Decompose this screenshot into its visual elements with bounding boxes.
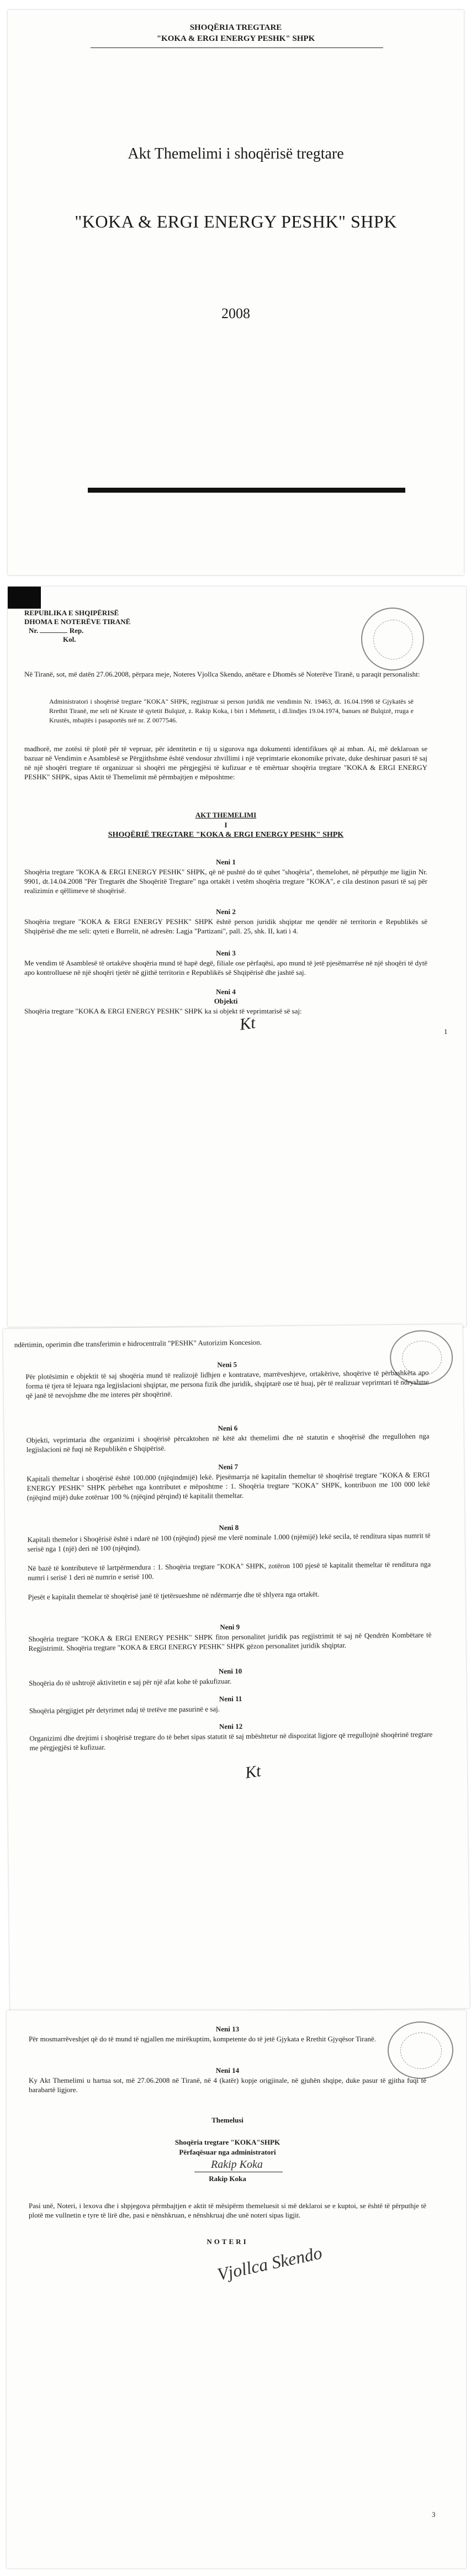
article-10-heading: Neni 10	[218, 1666, 242, 1676]
republic-heading: REPUBLIKA E SHQIPËRISË	[24, 609, 119, 617]
handwritten-initials: Kt	[244, 1761, 262, 1782]
objekti-heading: Objekti	[214, 997, 238, 1005]
cover-year: 2008	[221, 305, 250, 321]
header-line-1: SHOQËRIA TREGTARE	[189, 23, 282, 32]
cover-title-line-2: "KOKA & ERGI ENERGY PESHK" SHPK	[75, 212, 397, 231]
article-14-text: Ky Akt Themelimi u hartua sot, më 27.06.2008 në Tiranë, në 4 (katër) kopje origjinale, në gjuhën shqipe, duke pasur të gjitha fuqi të barabartë ligjore.	[29, 2076, 426, 2094]
signatory-company: Shoqëria tregtare "KOKA"SHPK	[174, 2138, 281, 2146]
article-1-heading: Neni 1	[216, 858, 236, 866]
cover-footer-rule	[88, 488, 405, 493]
notary-seal	[361, 608, 424, 671]
cover-header	[8, 22, 464, 44]
article-7-heading: Neni 7	[218, 1462, 239, 1471]
intro-paragraph: Në Tiranë, sot, më datën 27.06.2008, përpara meje, Noteres Vjollca Skendo, anëtare e Dhomës së Noterëve Tiranë, u paraqit personalisht:	[24, 670, 420, 678]
article-13-text: Për mosmarrëveshjet që do të mund të ngjallen me mirëkuptim, kompetente do të jetë Gjykata e Rrethit Gjyqësor Tiranë.	[29, 2035, 376, 2043]
founder-heading: Themelusi	[211, 2116, 244, 2124]
article-5-heading: Neni 5	[217, 1360, 237, 1369]
article-11-heading: Neni 11	[219, 1694, 242, 1703]
signatory-role: Përfaqësuar nga administratori	[179, 2148, 276, 2156]
nr-label: Nr.	[29, 626, 39, 635]
page-number: 3	[432, 2510, 436, 2519]
article-4-heading: Neni 4	[216, 988, 236, 996]
article-3-text: Me vendim të Asamblesë të ortakëve shoqëria mund të hapë degë, filiale ose përfaqësi, apo mund të jetë pjesëmarrëse në një shoqëri të dytë apo kontrolluese në një shoqëri tjetër në gjithë territorin e Republikës së Shqipërisë dhe jashtë saj.	[24, 959, 427, 976]
rep-label: Rep.	[69, 626, 84, 635]
company-heading: SHOQËRIË TREGTARE "KOKA & ERGI ENERGY PESHK" SHPK	[108, 831, 344, 839]
article-4-text: Shoqëria tregtare "KOKA & ERGI ENERGY PESHK" SHPK ka si objekt të veprimtarisë së saj:	[24, 1007, 302, 1015]
article-5-text: Për plotësimin e objektit të saj shoqëria mund të realizojë lidhjen e kontratave, marrëveshjeve, ortakërive, shoqërive të përbashkëta apo forma të tjera të lejuara nga legjislacioni shqiptar, me persona fizik dhe juridik, shqiptarë ose të huaj, për të realizuar veprimtari të ndryshme që janë të nevojshme dhe me interes për shoqërinë.	[25, 1368, 429, 1400]
chamber-heading: DHOMA E NOTERËVE TIRANË	[24, 617, 131, 626]
header-line-2: "KOKA & ERGI ENERGY PESHK" SHPK	[156, 34, 315, 43]
founder-signature: Rakip Koka	[211, 2158, 263, 2171]
kol-label: Kol.	[63, 635, 76, 643]
page-cover	[8, 10, 464, 575]
article-13-heading: Neni 13	[215, 2025, 240, 2033]
scan-dark-corner	[8, 587, 41, 609]
akt-heading: AKT THEMELIMI	[195, 811, 257, 819]
article-1-text: Shoqëria tregtare "KOKA & ERGI ENERGY PESHK" SHPK, që në pushtë do të quhet "shoqëria", themelohet, në përputhje me ligjin Nr. 9901, dt.14.04.2008 "Për Tregtarët dhe Shoqëritë Tregtare" nga ortakët i vetëm shoqëria tregtare "KOKA", e cila destinon pasuri të saj për realizimin e qëllimeve të shoqërisë.	[24, 868, 427, 895]
article-6-text: Objekti, veprimtaria dhe organizimi i shoqërisë përcaktohen në këtë akt themelimi dhe në statutin e shoqërisë dhe rregullohen nga legjislacioni në fuqi në Republikën e Shqipërisë.	[26, 1432, 430, 1454]
page-2	[3, 1324, 470, 2013]
article-9-text: Shoqëria tregtare "KOKA & ERGI ENERGY PESHK" SHPK fiton personalitet juridik pas regjistrimit të saj në Qendrën Kombëtare të Regjistrimit. Shoqëria tregtare "KOKA & ERGI ENERGY PESHK" SHPK gëzon personalitet juridik shqiptar.	[28, 1630, 432, 1653]
article-8-text-b: Në bazë të kontributeve të lartpërmendura : 1. Shoqëria tregtare "KOKA" SHPK, zotëron 100 pjesë të kapitalit themeltar të renditura nga numri i serisë 1 deri në numrin e serisë 100.	[27, 1560, 431, 1582]
roman-numeral: I	[224, 821, 227, 829]
article-3-heading: Neni 3	[216, 949, 236, 957]
notary-signature: Vjollca Skendo	[215, 2242, 324, 2284]
article-8-text-c: Pjesët e kapitalit themelar të shoqërisë janë të tjetërsueshme në ndërmarrje dhe të shlyera nga ortakët.	[28, 1590, 320, 1601]
object-continuation: ndërtimin, operimin dhe transferimin e hidrocentralit "PESHK" Autorizim Koncesion.	[14, 1338, 262, 1349]
article-8-text-a: Kapitali themelor i Shoqërisë është i ndarë në 100 (njëqind) pjesë me vlerë nominale 1.000 (njëmijë) lekë secila, të renditura sipas numrit të serisë nga 1 (një) deri në 100 (njëqind).	[27, 1531, 431, 1553]
body-paragraph: madhorë, me zotësi të plotë për të vepruar, për identitetin e tij u sigurova nga dokumenti identifikues që ai mban. Ai, më deklaroan se bazuar në Vendimin e Asamblesë se Përgjithshme është vendosur zhvillimi i një veprimtarie ekonomike private, duke deshiruar pasuri të saj në një shoqëri tregtare të organizuar si shoqëri me përgjegjësi të kufizuar e të emërtuar shoqëria tregtare "KOKA & ERGI ENERGY PESHK" SHPK, sipas Aktit të Themelimit më përmbajtjen e mëposhtme:	[24, 745, 427, 781]
signatory-name: Rakip Koka	[209, 2174, 246, 2183]
notary-heading: NOTERI	[207, 2237, 248, 2246]
nr-field	[40, 632, 67, 633]
cover-title-line-1: Akt Themelimi i shoqërisë tregtare	[128, 145, 344, 162]
article-9-heading: Neni 9	[220, 1622, 240, 1632]
article-8-heading: Neni 8	[219, 1523, 239, 1532]
article-10-text: Shoqëria do të ushtrojë aktivitetin e saj për një afat kohe të pakufizuar.	[29, 1677, 232, 1687]
page-3	[7, 2010, 466, 2568]
article-14-heading: Neni 14	[215, 2066, 240, 2074]
page-number: 1	[444, 1027, 448, 1036]
party-paragraph: Administratori i shoqërisë tregtare "KOKA" SHPK, regjistruar si person juridik me vendimin Nr. 19463, dt. 16.04.1998 të Gjykatës së Rrethit Tiranë, me seli në Kruste të qytetit Bulqizë, z. Rakip Koka, i biri i Mehmetit, i dl.lindjes 19.04.1974, banues në Bulqizë, rruga e Krustës, mbajtës i pasaportës nrë nr. Z 0077546.	[49, 698, 414, 724]
article-12-text: Organizimi dhe drejtimi i shoqërisë tregtare do të behet sipas statutit të saj mbështetur në dispozitat ligjore që rregullojnë shoqërinë tregtare me përgjegjësi të kufizuar.	[29, 1730, 433, 1752]
notary-header	[24, 609, 190, 644]
page-1	[8, 587, 466, 1327]
header-rule	[91, 47, 383, 48]
notary-closing: Pasi unë, Noteri, i lexova dhe i shpjegova përmbajtjen e aktit të mësipërm themeluesit si më deklaroi se e kuptoi, se është të përputhje të plotë me vullnetin e tyre të lirë dhe, pasi e nënshkruan, e nënshkruaj dhe unë noteri sipas ligjit.	[29, 2202, 426, 2219]
article-7-text: Kapitali themeltar i shoqërisë është 100.000 (njëqindmijë) lekë. Pjesëmarrja në kapitalin themeltar të shoqërisë tregtare "KOKA & ERGI ENERGY PESHK" SHPK përbëhet nga kontributet e mëposhtme : 1. Shoqëria tregtare "KOKA" SHPK, kontribuon me 100 000 lekë (njëqind mijë) duke zotëruar 100 % (njëqind përqind) të kapitalit themeltar.	[27, 1470, 430, 1502]
handwritten-initials: Kt	[238, 1013, 257, 1034]
article-2-heading: Neni 2	[216, 907, 236, 916]
article-6-heading: Neni 6	[218, 1423, 238, 1433]
article-2-text: Shoqëria tregtare "KOKA & ERGI ENERGY PESHK" SHPK është person juridik shqiptar me qendër në territorin e Republikës së Shqipërisë dhe me seli: qyteti e Burrelit, në adresën: Lagja "Partizani", pall. 25, shk. II, kati i 4.	[24, 917, 427, 935]
article-11-text: Shoqëria përgjigjet për detyrimet ndaj të tretëve me pasurinë e saj.	[29, 1704, 220, 1715]
article-12-heading: Neni 12	[219, 1722, 243, 1731]
